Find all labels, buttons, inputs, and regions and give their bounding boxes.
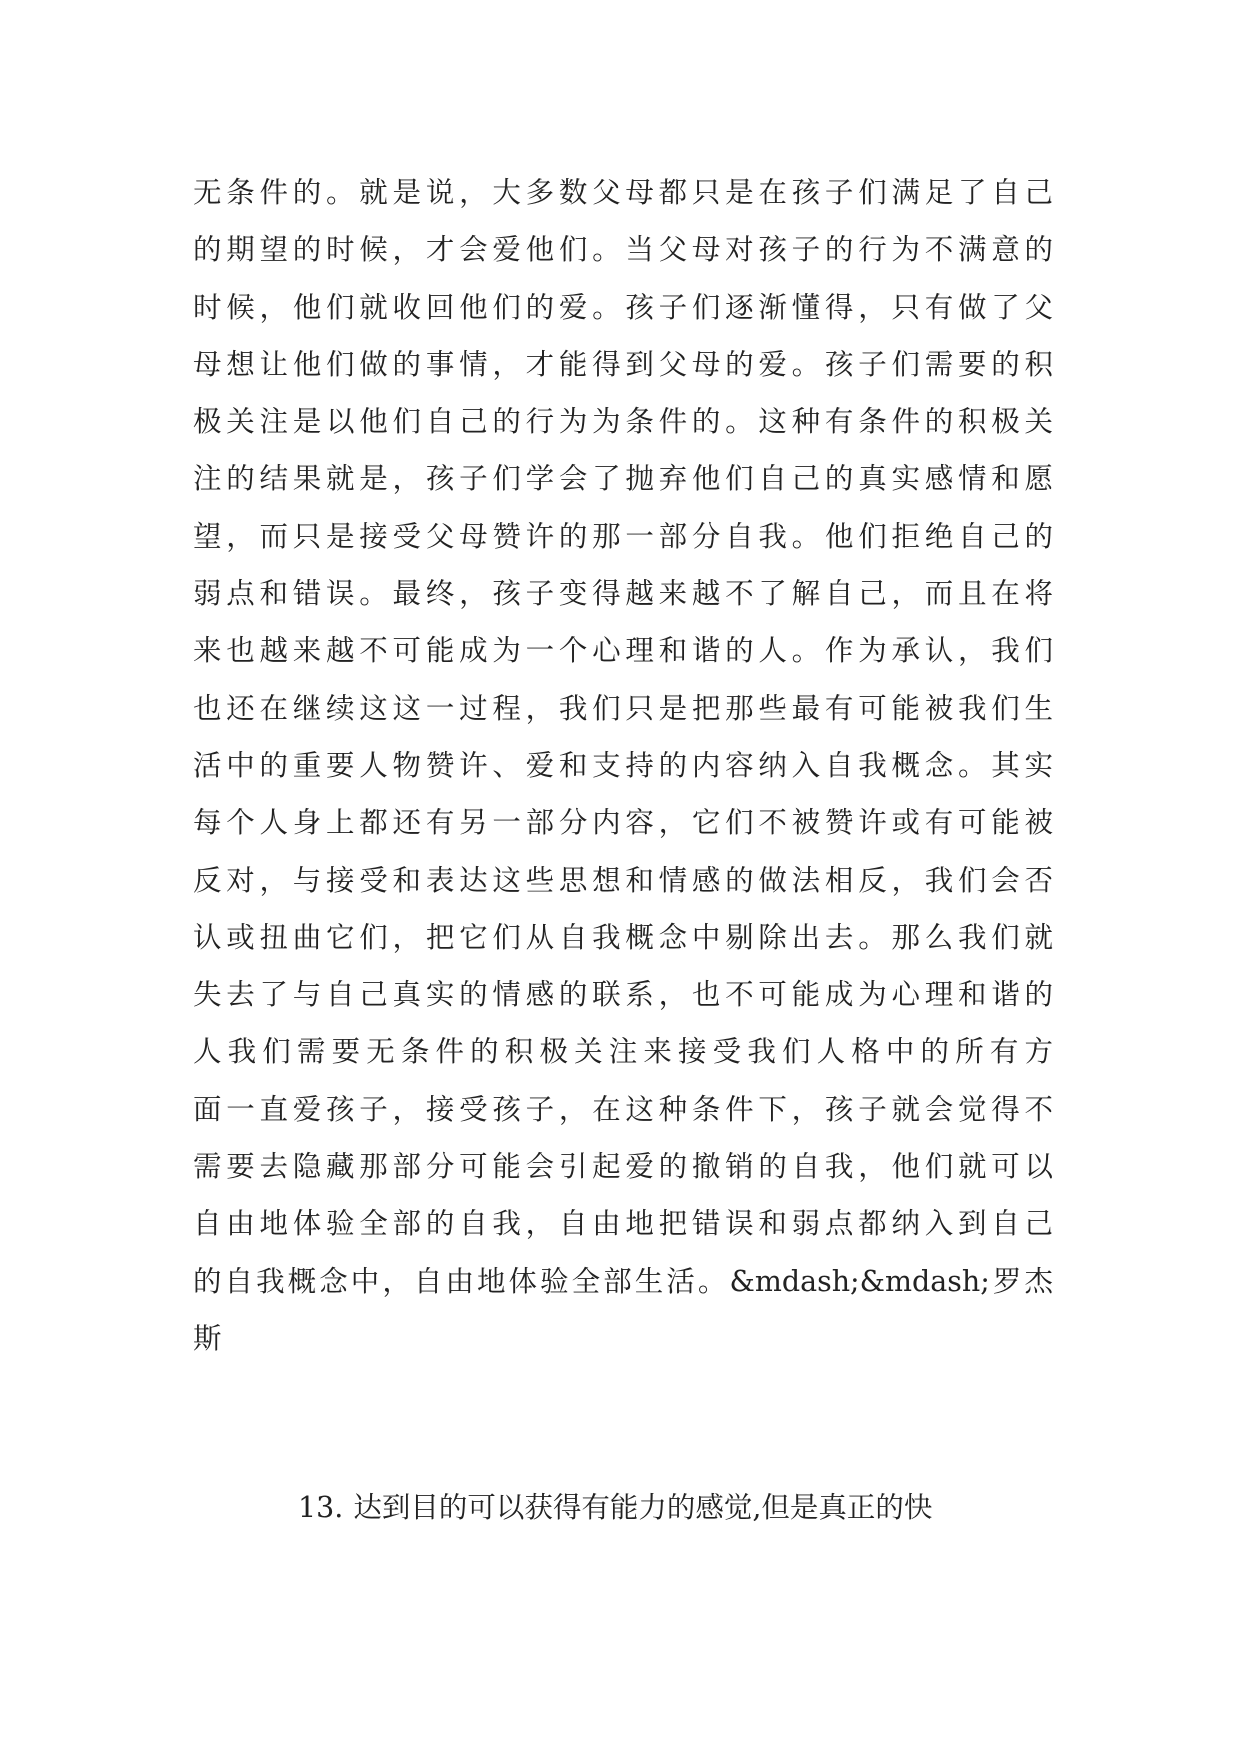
paragraph-line: 自由地体验全部的自我，自由地把错误和弱点都纳入到自己: [193, 1207, 1053, 1241]
paragraph-line: 面一直爱孩子，接受孩子，在这种条件下，孩子就会觉得不: [193, 1092, 1053, 1126]
paragraph-line: 来也越来越不可能成为一个心理和谐的人。作为承认，我们: [193, 634, 1053, 668]
paragraph-line: 望，而只是接受父母赞许的那一部分自我。他们拒绝自己的: [193, 519, 1053, 553]
paragraph-line: 需要去隐藏那部分可能会引起爱的撤销的自我，他们就可以: [193, 1150, 1053, 1184]
paragraph-line: 每个人身上都还有另一部分内容，它们不被赞许或有可能被: [193, 806, 1053, 840]
item-number: 13.: [298, 1491, 344, 1524]
paragraph-line: 的自我概念中，自由地体验全部生活。&mdash;&mdash;罗杰: [193, 1264, 1053, 1298]
paragraph-line: 人我们需要无条件的积极关注来接受我们人格中的所有方: [193, 1035, 1053, 1069]
body-paragraph: [193, 164, 1053, 1367]
paragraph-line: 注的结果就是，孩子们学会了抛弃他们自己的真实感情和愿: [193, 462, 1053, 496]
paragraph-line: 失去了与自己真实的情感的联系，也不可能成为心理和谐的: [193, 978, 1053, 1012]
item-text: 达到目的可以获得有能力的感觉,但是真正的快: [353, 1491, 933, 1524]
paragraph-line: 极关注是以他们自己的行为为条件的。这种有条件的积极关: [193, 405, 1053, 439]
paragraph-line: 时候，他们就收回他们的爱。孩子们逐渐懂得，只有做了父: [193, 290, 1053, 324]
paragraph-line: 无条件的。就是说，大多数父母都只是在孩子们满足了自己: [193, 176, 1053, 209]
paragraph-line: 活中的重要人物赞许、爱和支持的内容纳入自我概念。其实: [193, 748, 1053, 782]
paragraph-line: 的期望的时候，才会爱他们。当父母对孩子的行为不满意的: [193, 233, 1053, 267]
paragraph-line: 认或扭曲它们，把它们从自我概念中剔除出去。那么我们就: [193, 920, 1053, 954]
paragraph-line: 反对，与接受和表达这些思想和情感的做法相反，我们会否: [193, 863, 1053, 897]
paragraph-line: 也还在继续这这一过程，我们只是把那些最有可能被我们生: [193, 691, 1053, 725]
paragraph-line: 母想让他们做的事情，才能得到父母的爱。孩子们需要的积: [193, 347, 1053, 381]
paragraph-line: 弱点和错误。最终，孩子变得越来越不了解自己，而且在将: [193, 577, 1053, 611]
paragraph-line: 斯: [193, 1321, 222, 1355]
numbered-item: [298, 1479, 1053, 1536]
